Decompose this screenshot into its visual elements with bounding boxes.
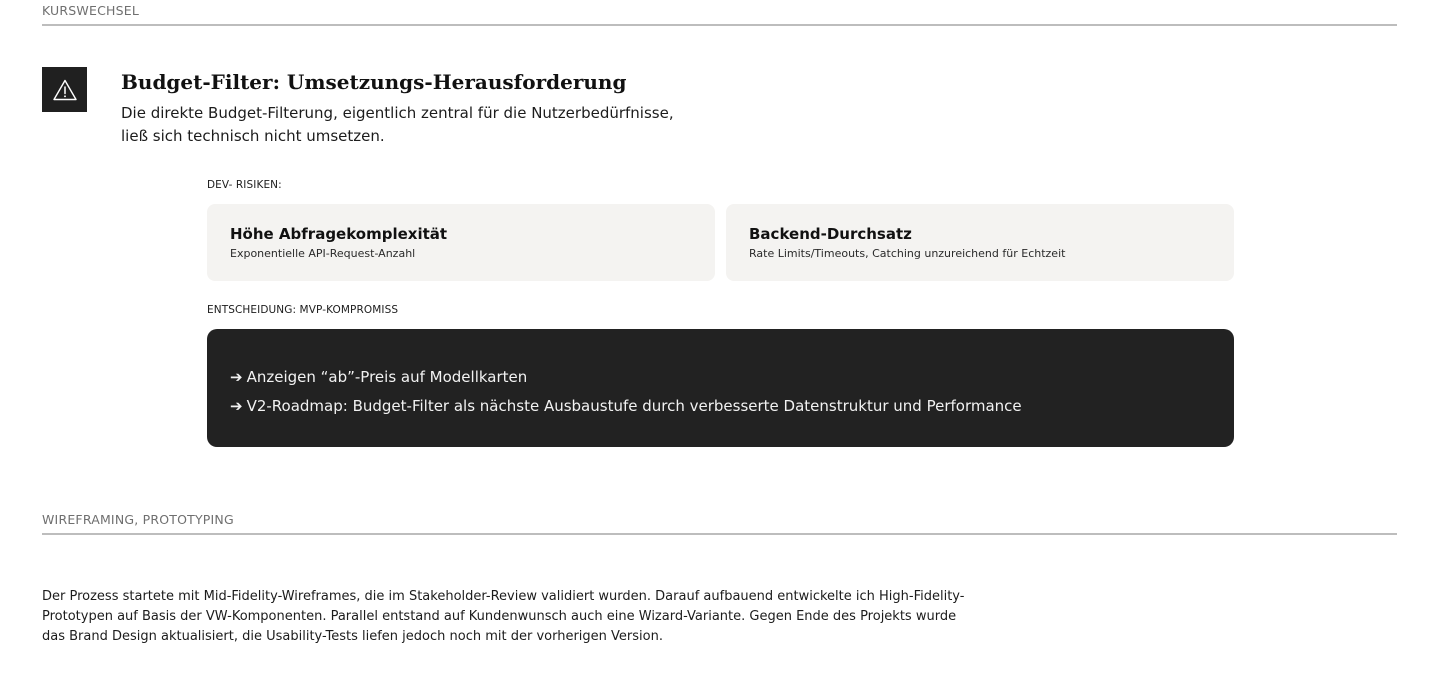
intro-line: ließ sich technisch nicht umsetzen. — [121, 127, 385, 145]
risk-card-desc: Exponentielle API-Request-Anzahl — [230, 247, 416, 260]
warning-badge — [42, 67, 87, 112]
decision-label: ENTSCHEIDUNG: MVP-KOMPROMISS — [207, 304, 399, 316]
intro-line: Die direkte Budget-Filterung, eigentlich zentral für die Nutzerbedürfnisse, — [121, 104, 674, 122]
decision-item-text: Anzeigen “ab”-Preis auf Modellkarten — [246, 368, 528, 386]
paragraph-line: Prototypen auf Basis der VW-Komponenten. Parallel entstand auf Kundenwunsch auch eine Wizard-Variante. Gegen Ende des Projekts wurde — [42, 609, 957, 624]
process-paragraph — [42, 587, 982, 647]
challenge-intro — [121, 102, 721, 148]
challenge-title: Budget-Filter: Umsetzungs-Herausforderung — [121, 70, 627, 94]
risk-card-backend-throughput — [726, 204, 1234, 281]
section-title: WIREFRAMING, PROTOTYPING — [42, 512, 234, 527]
paragraph-line: das Brand Design aktualisiert, die Usability-Tests liefen jedoch noch mit der vorherigen Version. — [42, 629, 663, 644]
section-header-wireframing — [42, 512, 1397, 535]
decision-item-text: V2-Roadmap: Budget-Filter als nächste Ausbaustufe durch verbesserte Datenstruktur und Performance — [246, 397, 1022, 415]
section-title: KURSWECHSEL — [42, 3, 140, 18]
risk-card-desc: Rate Limits/Timeouts, Catching unzureichend für Echtzeit — [749, 247, 1066, 260]
risks-label: DEV- RISIKEN: — [207, 179, 282, 191]
arrow-right-icon: ➔ — [230, 368, 243, 386]
risk-card-query-complexity — [207, 204, 715, 281]
risk-card-title: Höhe Abfragekomplexität — [230, 225, 448, 243]
warning-triangle-icon — [53, 79, 77, 101]
decision-item — [230, 363, 1211, 392]
section-header-kurswechsel — [42, 3, 1397, 26]
paragraph-line: Der Prozess startete mit Mid-Fidelity-Wireframes, die im Stakeholder-Review validiert wurden. Darauf aufbauend entwickelte ich High-Fidelity- — [42, 589, 965, 604]
decision-item — [230, 392, 1211, 421]
arrow-right-icon: ➔ — [230, 397, 243, 415]
risk-card-title: Backend-Durchsatz — [749, 225, 912, 243]
decision-panel — [207, 329, 1234, 447]
